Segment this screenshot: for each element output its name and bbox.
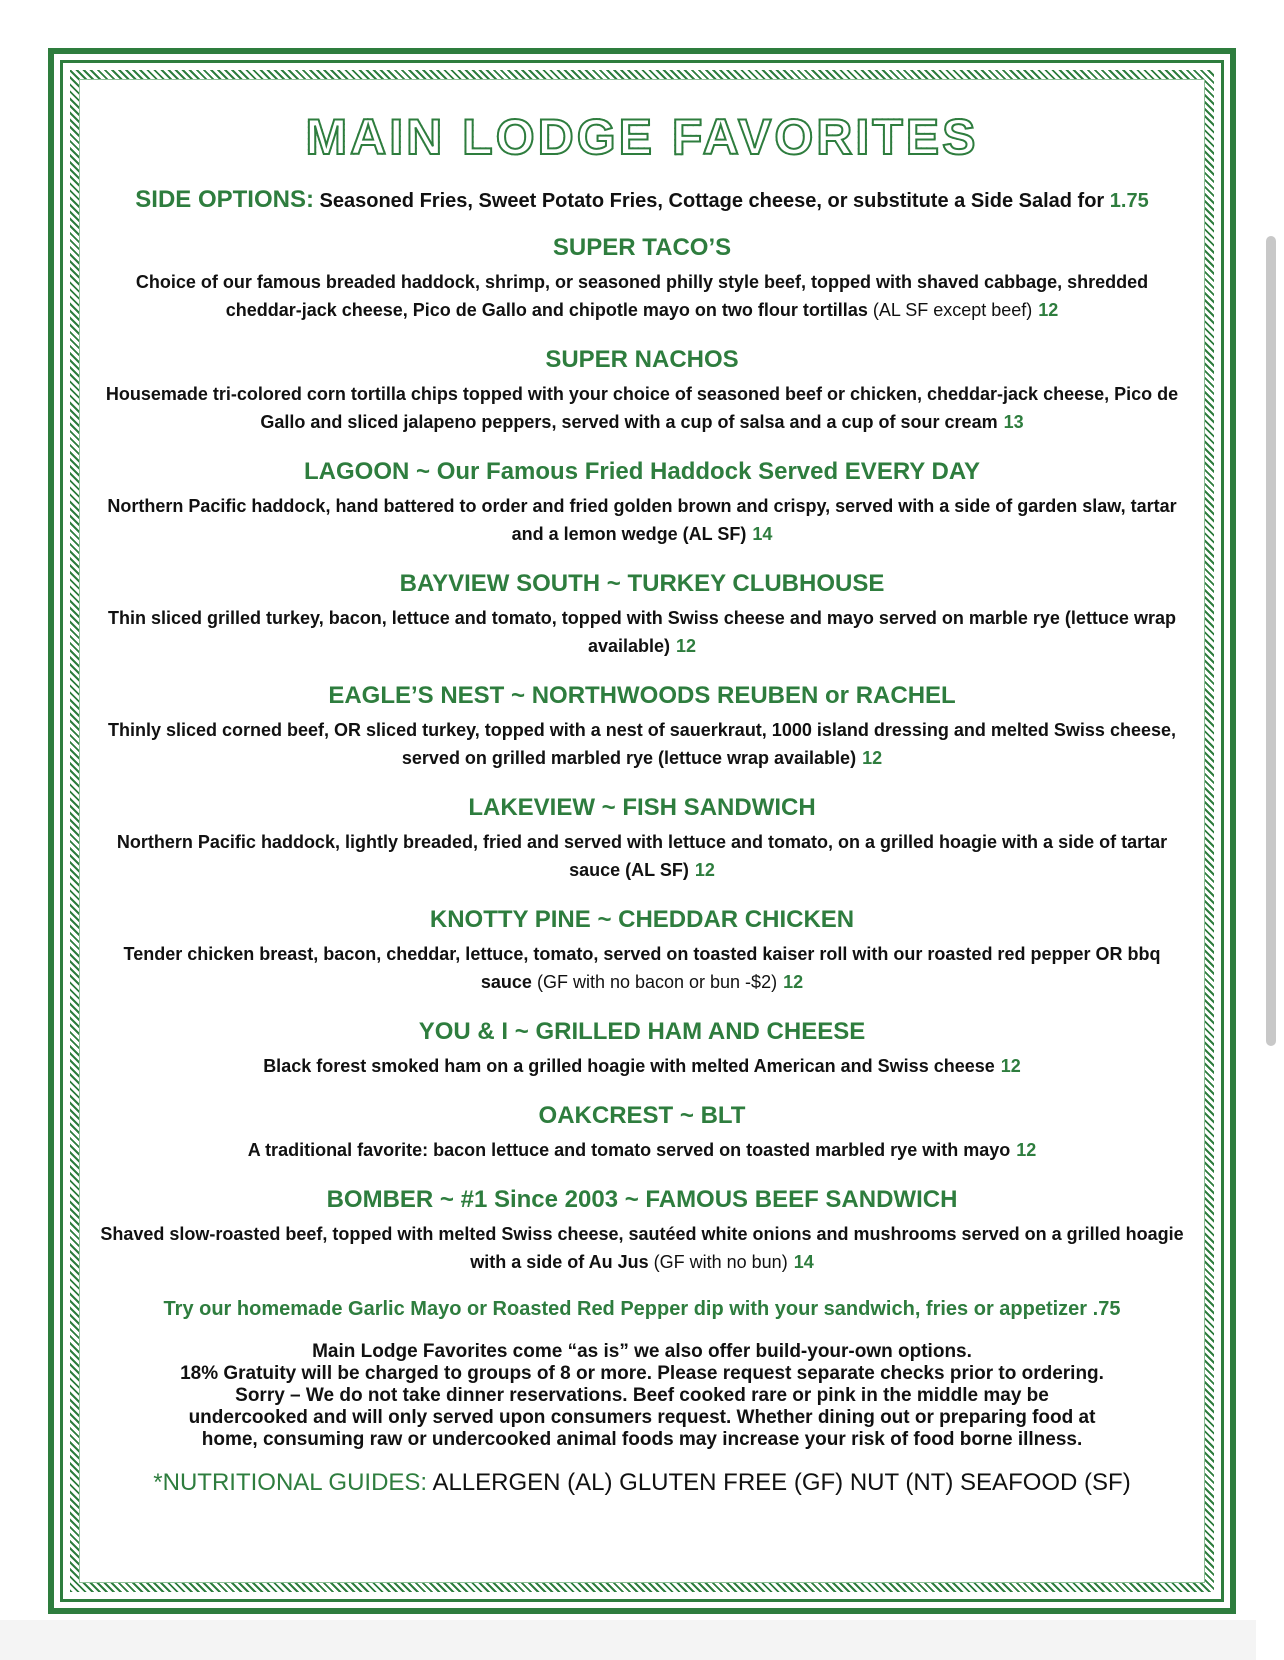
- menu-item: [100, 458, 1184, 548]
- side-options-label: SIDE OPTIONS:: [135, 186, 314, 213]
- menu-item: [100, 1186, 1184, 1276]
- scrollbar-track[interactable]: [1256, 0, 1284, 1660]
- notice-line: undercooked and will only served upon consumers request. Whether dining out or preparing food at: [188, 1407, 1096, 1428]
- side-options-text: Seasoned Fries, Sweet Potato Fries, Cottage cheese, or substitute a Side Salad for: [319, 190, 1105, 212]
- menu-item-title: SUPER NACHOS: [545, 346, 739, 373]
- menu-item-description: [100, 828, 1184, 884]
- menu-item-desc-text: Northern Pacific haddock, hand battered to order and fried golden brown and crispy, served with a side of garden slaw, tartar and a lemon wedge (AL SF): [107, 496, 1177, 544]
- menu-item-description: [100, 492, 1184, 548]
- notice-line: 18% Gratuity will be charged to groups of 8 or more. Please request separate checks prior to ordering.: [180, 1363, 1104, 1384]
- menu-item-price: 12: [783, 972, 804, 992]
- menu-content: [100, 100, 1184, 1497]
- menu-item-price: 12: [694, 860, 715, 880]
- dip-tip: Try our homemade Garlic Mayo or Roasted Red Pepper dip with your sandwich, fries or appetizer .75: [163, 1298, 1121, 1320]
- menu-item-description: [100, 940, 1184, 996]
- menu-item-desc-text: Housemade tri-colored corn tortilla chips topped with your choice of seasoned beef or chicken, cheddar-jack cheese, Pico de Gallo and sliced jalapeno peppers, served with a cup of salsa and a cup of sour cream: [105, 384, 1179, 432]
- menu-item-price: 12: [862, 748, 883, 768]
- menu-item-price: 14: [752, 524, 773, 544]
- menu-item-title: BOMBER ~ #1 Since 2003 ~ FAMOUS BEEF SANDWICH: [326, 1186, 958, 1213]
- menu-item-note: (AL SF except beef): [872, 300, 1033, 320]
- menu-item: [100, 570, 1184, 660]
- menu-item-desc-text: Black forest smoked ham on a grilled hoagie with melted American and Swiss cheese: [263, 1056, 995, 1076]
- notice-line: Sorry – We do not take dinner reservations. Beef cooked rare or pink in the middle may be: [235, 1385, 1049, 1406]
- menu-item: [100, 1018, 1184, 1080]
- menu-item: [100, 682, 1184, 772]
- menu-item-description: [100, 380, 1184, 436]
- menu-item-description: [100, 1052, 1184, 1080]
- side-options: [100, 186, 1184, 214]
- menu-item-price: 14: [793, 1252, 814, 1272]
- guides-label: *NUTRITIONAL GUIDES:: [153, 1469, 428, 1496]
- menu-item-desc-text: A traditional favorite: bacon lettuce and tomato served on toasted marbled rye with mayo: [247, 1140, 1011, 1160]
- menu-item-desc-text: Northern Pacific haddock, lightly breaded, fried and served with lettuce and tomato, on a grilled hoagie with a side of tartar sauce (AL SF): [116, 832, 1168, 880]
- menu-item-description: [100, 268, 1184, 324]
- menu-item-desc-text: Tender chicken breast, bacon, cheddar, lettuce, tomato, served on toasted kaiser roll with our roasted red pepper OR bbq sauce: [123, 944, 1161, 992]
- menu-item-title: LAKEVIEW ~ FISH SANDWICH: [468, 794, 816, 821]
- menu-item: [100, 906, 1184, 996]
- menu-item-title: BAYVIEW SOUTH ~ TURKEY CLUBHOUSE: [399, 570, 885, 597]
- menu-item: [100, 794, 1184, 884]
- menu-item-desc-text: Shaved slow-roasted beef, topped with melted Swiss cheese, sautéed white onions and mushrooms served on a grilled hoagie with a side of Au Jus: [100, 1224, 1184, 1272]
- nutritional-guides: [100, 1469, 1184, 1497]
- menu-item-title: YOU & I ~ GRILLED HAM AND CHEESE: [418, 1018, 866, 1045]
- policy-notice: [100, 1341, 1184, 1451]
- menu-items: [100, 234, 1184, 1276]
- menu-item-title: KNOTTY PINE ~ CHEDDAR CHICKEN: [429, 906, 855, 933]
- menu-item: [100, 1102, 1184, 1164]
- menu-item-desc-text: Choice of our famous breaded haddock, shrimp, or seasoned philly style beef, topped with shaved cabbage, shredded cheddar-jack cheese, Pico de Gallo and chipotle mayo on two flour tortillas: [135, 272, 1149, 320]
- notice-line: Main Lodge Favorites come “as is” we also offer build-your-own options.: [312, 1341, 972, 1362]
- menu-item-price: 12: [1000, 1056, 1021, 1076]
- menu-item-desc-text: Thinly sliced corned beef, OR sliced turkey, topped with a nest of sauerkraut, 1000 island dressing and melted Swiss cheese, served on grilled marbled rye (lettuce wrap available): [107, 720, 1176, 768]
- menu-item-title: SUPER TACO’S: [552, 234, 732, 261]
- menu-item-desc-text: Thin sliced grilled turkey, bacon, lettuce and tomato, topped with Swiss cheese and mayo served on marble rye (lettuce wrap available): [108, 608, 1176, 656]
- menu-item-description: [100, 604, 1184, 660]
- menu-item-title: OAKCREST ~ BLT: [538, 1102, 746, 1129]
- guides-text: ALLERGEN (AL) GLUTEN FREE (GF) NUT (NT) SEAFOOD (SF): [432, 1469, 1131, 1496]
- side-options-price: 1.75: [1109, 190, 1149, 212]
- scrollbar-thumb[interactable]: [1266, 236, 1276, 1046]
- menu-item-description: [100, 716, 1184, 772]
- menu-item-price: 13: [1003, 412, 1024, 432]
- notice-line: home, consuming raw or undercooked animal foods may increase your risk of food borne illness.: [201, 1429, 1083, 1450]
- page-bottom-strip: [0, 1620, 1284, 1660]
- menu-item-description: [100, 1220, 1184, 1276]
- menu-item-price: 12: [1038, 300, 1059, 320]
- menu-item-note: (GF with no bun): [653, 1252, 788, 1272]
- menu-title: MAIN LODGE FAVORITES: [100, 108, 1184, 166]
- menu-item-price: 12: [1016, 1140, 1037, 1160]
- menu-item-title: LAGOON ~ Our Famous Fried Haddock Served EVERY DAY: [304, 458, 980, 485]
- menu-item: [100, 346, 1184, 436]
- menu-item-note: (GF with no bacon or bun -$2): [536, 972, 778, 992]
- menu-item: [100, 234, 1184, 324]
- menu-item-description: [100, 1136, 1184, 1164]
- menu-item-price: 12: [676, 636, 697, 656]
- menu-item-title: EAGLE’S NEST ~ NORTHWOODS REUBEN or RACHEL: [328, 682, 956, 709]
